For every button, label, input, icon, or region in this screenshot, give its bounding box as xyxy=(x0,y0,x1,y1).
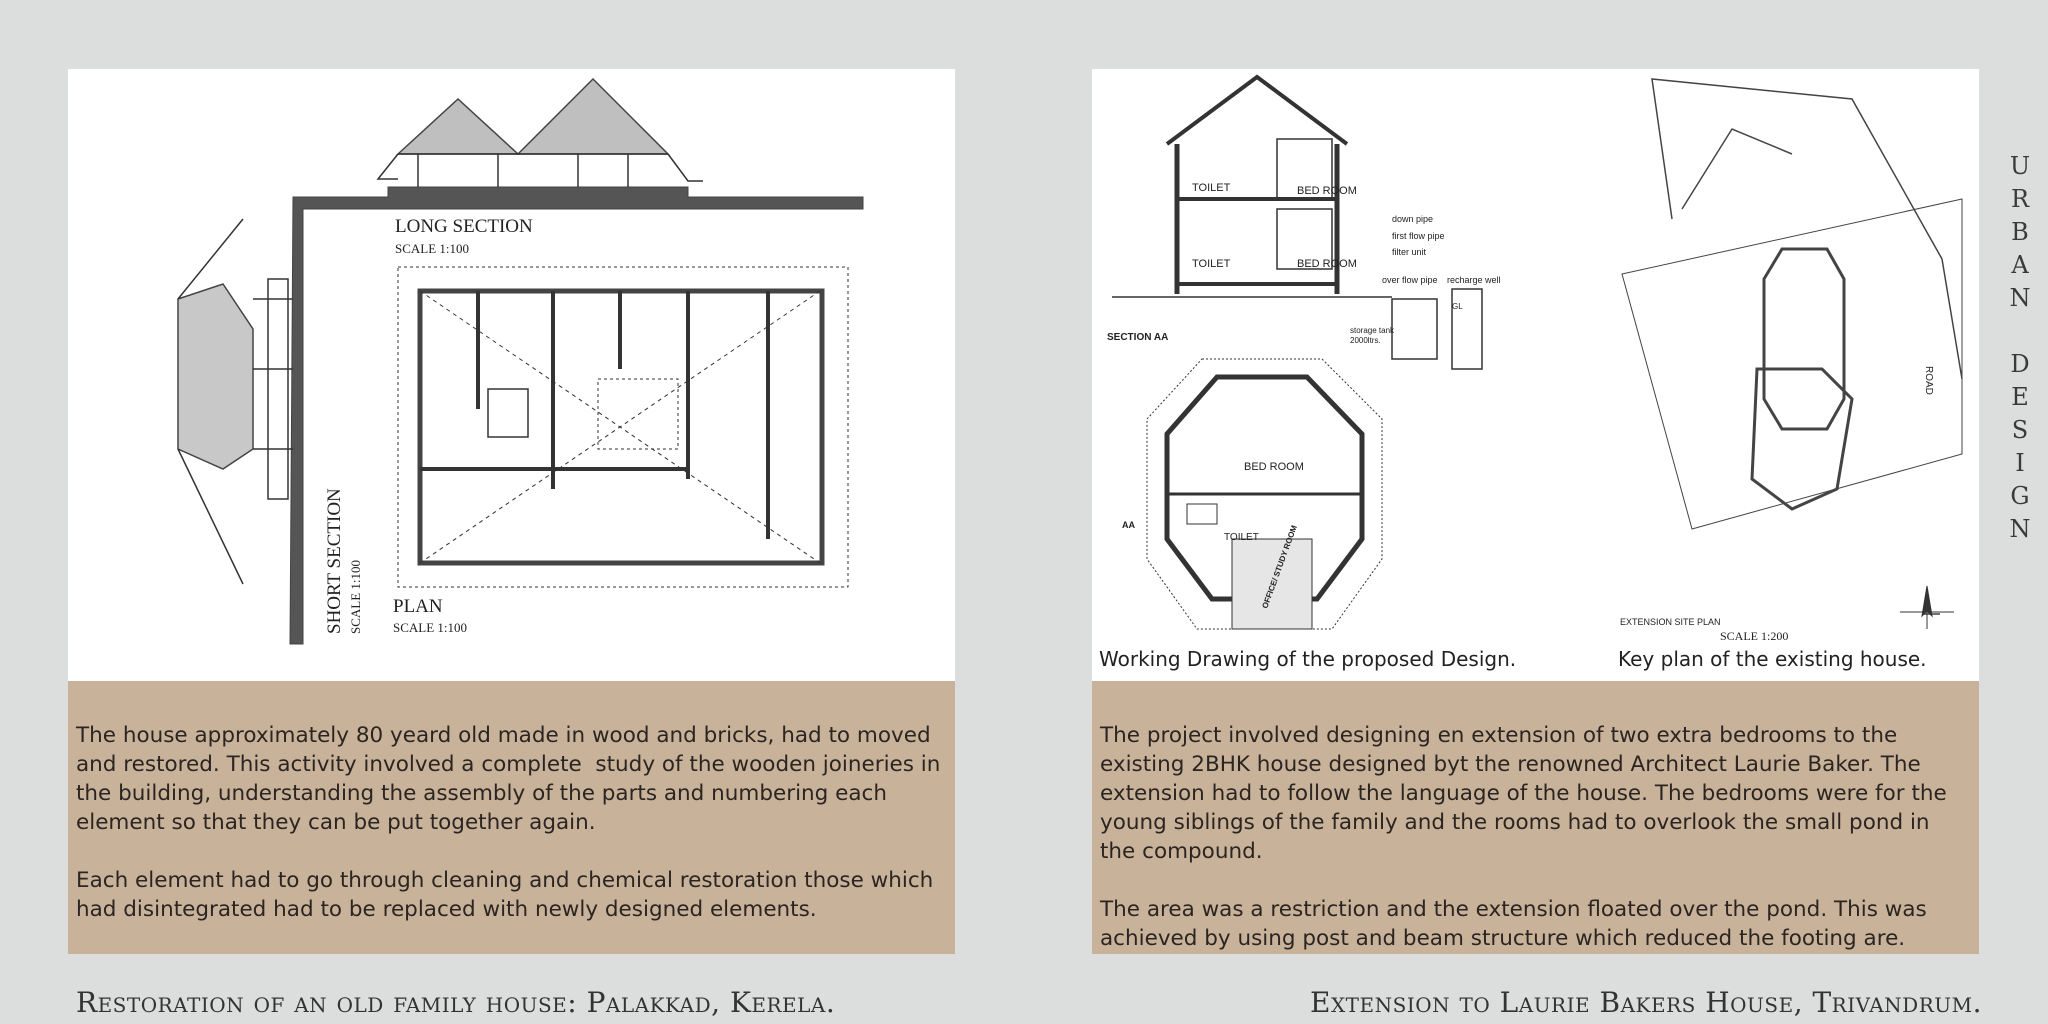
urban-design-side-label xyxy=(2006,150,2034,546)
recharge-well-label: recharge well xyxy=(1447,275,1501,285)
long-section-drawing xyxy=(378,79,703,189)
short-section-drawing xyxy=(178,219,293,584)
extension-drawing xyxy=(1092,69,1979,681)
restoration-drawing xyxy=(68,69,955,681)
short-section-scale: SCALE 1:100 xyxy=(348,559,363,634)
gl-label: GL xyxy=(1452,302,1463,311)
filter-unit-label: filter unit xyxy=(1392,247,1427,257)
left-project-title: Restoration of an old family house: Palakkad, Kerela. xyxy=(76,986,836,1019)
side-label-letter: I xyxy=(2015,449,2025,477)
plan-toilet-label: TOILET xyxy=(1224,532,1259,543)
left-project-panel xyxy=(68,69,955,954)
long-section-scale: SCALE 1:100 xyxy=(395,241,470,256)
right-project-panel xyxy=(1092,69,1979,954)
side-label-letter: R xyxy=(2010,185,2030,213)
bedroom-label-lower: BED ROOM xyxy=(1297,258,1357,270)
short-section-label: SHORT SECTION xyxy=(324,488,345,634)
side-label-letter: N xyxy=(2009,515,2031,543)
side-label-letter: U xyxy=(2009,152,2031,180)
toilet-label-upper: TOILET xyxy=(1192,182,1231,194)
side-label-letter xyxy=(2006,315,2034,348)
plan-drawing xyxy=(398,267,848,587)
left-paragraph-1: The house approximately 80 yeard old made in wood and bricks, had to moved and restored. This activity involved a complete study of the wooden joineries in the building, understanding the assembly of the parts and numbering each element so that they can be put together again. xyxy=(76,723,948,835)
side-label-letter: G xyxy=(2010,482,2030,510)
office-label: OFFICE/ STUDY ROOM xyxy=(1260,524,1299,610)
site-plan-scale: SCALE 1:200 xyxy=(1720,629,1789,643)
right-paragraph-2: The area was a restriction and the extension floated over the pond. This was achieved by using post and beam structure which reduced the footing are. xyxy=(1100,897,1934,951)
plan-label: PLAN xyxy=(393,596,443,617)
section-aa-label: SECTION AA xyxy=(1107,332,1169,343)
right-description xyxy=(1092,681,1979,954)
north-arrow-icon xyxy=(1900,586,1954,629)
side-label-letter: B xyxy=(2011,218,2029,246)
side-label-letter: N xyxy=(2009,284,2031,312)
bedroom-label-upper: BED ROOM xyxy=(1297,185,1357,197)
first-flow-pipe-label: first flow pipe xyxy=(1392,231,1445,241)
long-section-label: LONG SECTION xyxy=(395,216,533,237)
plan-scale: SCALE 1:100 xyxy=(393,620,468,635)
site-plan-label: EXTENSION SITE PLAN xyxy=(1620,617,1721,627)
toilet-label-lower: TOILET xyxy=(1192,258,1231,270)
working-drawing-caption: Working Drawing of the proposed Design. xyxy=(1099,647,1517,671)
left-description xyxy=(68,681,955,954)
left-paragraph-2: Each element had to go through cleaning and chemical restoration those which had disintegrated had to be replaced with newly designed elements. xyxy=(76,868,941,922)
side-label-letter: S xyxy=(2011,416,2029,444)
side-label-letter: A xyxy=(2011,251,2029,279)
right-project-title: Extension to Laurie Bakers House, Trivandrum. xyxy=(1310,986,1982,1019)
bedroom-plan-drawing xyxy=(1147,359,1382,629)
storage-capacity-label: 2000ltrs. xyxy=(1350,336,1381,345)
road-label: ROAD xyxy=(1923,366,1934,395)
storage-tank-label: storage tank xyxy=(1350,326,1395,335)
site-plan-drawing xyxy=(1622,79,1962,614)
side-label-letter: E xyxy=(2011,383,2029,411)
plan-bedroom-label: BED ROOM xyxy=(1244,461,1304,473)
side-label-letter: D xyxy=(2010,350,2030,378)
key-plan-caption: Key plan of the existing house. xyxy=(1618,647,1927,671)
over-flow-pipe-label: over flow pipe xyxy=(1382,275,1438,285)
right-paragraph-1: The project involved designing en extension of two extra bedrooms to the existing 2BHK house designed byt the renowned Architect Laurie Baker. The extension had to follow the language of the house. The bedrooms were for the young siblings of the family and the rooms had to overlook the small pond in the compound. xyxy=(1100,723,1954,864)
down-pipe-label: down pipe xyxy=(1392,214,1434,224)
aa-label: AA xyxy=(1122,520,1135,530)
